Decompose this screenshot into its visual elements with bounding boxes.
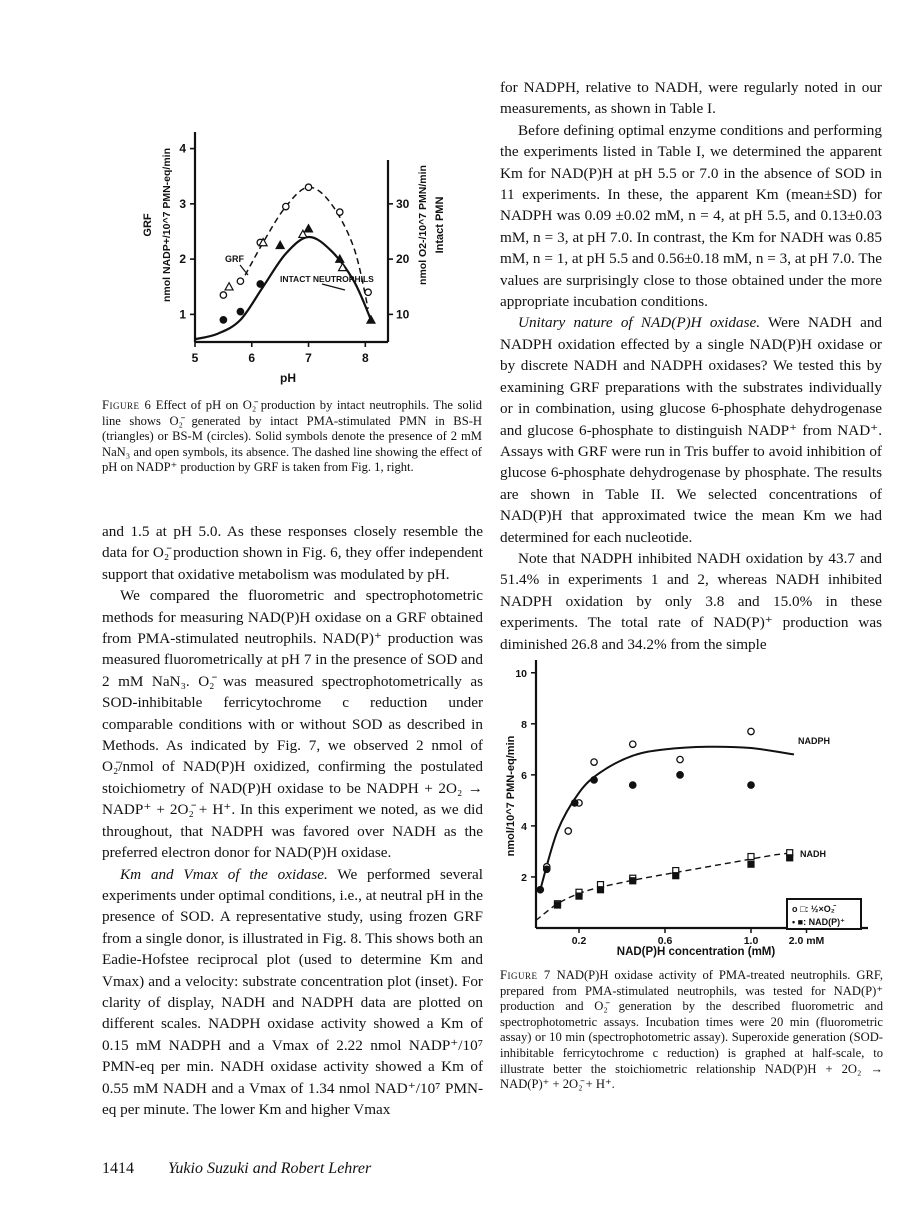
fig6-y-right-tick-label: 20: [396, 252, 410, 267]
fig7-x-tick-label: 1.0: [743, 935, 759, 947]
fig7-point-filled-square: [630, 878, 636, 884]
fig7-legend: [787, 899, 861, 929]
fig7-line-nadph: [540, 747, 794, 890]
fig7-series-label-nadh: NADH: [800, 849, 826, 859]
fig6-caption-label: Figure 6: [102, 398, 152, 412]
fig7-legend-item-o2: o □: ½×O₂̄: [792, 904, 835, 914]
fig6-y-left-tick-label: 2: [179, 252, 186, 267]
fig7-point-open-circle: [748, 728, 754, 734]
fig7-point-filled-square: [787, 855, 793, 861]
fig7-point-filled-circle: [677, 772, 683, 778]
page-number: 1414: [102, 1160, 134, 1177]
fig6-line-neutrophils: [195, 237, 371, 339]
right-paragraph-2: Before defining optimal enzyme conditions and performing the experiments listed in Table I, we determined the apparent Km for NAD(P)H at pH 5.5 or 7.0 in the absence of SOD in 11 experiments. In these, the apparent Km (mean±SD) for NADPH was 0.09 ±0.02 mM, n = 4, at pH 5.5, and 0.13±0.03 mM, n = 3, at pH 7.0. In contrast, the Km for NADH was 0.85 mM, n = 1, at pH 5.5 and 0.56±0.18 mM, n = 3, at pH 7.0. The values are surprisingly close to those obtained under the more appropriate incubation conditions.: [500, 121, 882, 311]
fig7-point-filled-circle: [591, 777, 597, 783]
fig6-ylabel-right-group: Intact PMN: [434, 196, 446, 254]
fig6-point-filled-circle: [237, 308, 243, 314]
fig7-point-filled-square: [576, 893, 582, 899]
page-footer: [102, 1160, 371, 1178]
fig7-point-filled-square: [555, 902, 561, 908]
fig6-point-open-circle: [283, 203, 289, 209]
fig7-y-tick-label: 8: [521, 718, 527, 731]
fig6-point-filled-triangle: [276, 241, 284, 248]
right-paragraph-1: for NADPH, relative to NADH, were regularly noted in our measurements, as shown in Table I.: [500, 79, 882, 118]
fig6-x-tick-label: 8: [361, 351, 369, 365]
fig7-x-tick-label: 0.6: [657, 935, 673, 947]
fig6-annotation-neutrophils: INTACT NEUTROPHILS: [280, 274, 374, 284]
fig6-point-open-circle: [237, 278, 243, 284]
fig6-x-tick-label: 5: [191, 351, 199, 365]
fig7-point-filled-circle: [630, 782, 636, 788]
right-paragraph-3: [500, 312, 882, 547]
fig6-point-open-circle: [220, 292, 226, 298]
fig7-point-filled-circle: [537, 887, 543, 893]
fig7-legend-item-nadp: • ■: NAD(P)⁺: [792, 917, 845, 927]
fig7-point-filled-circle: [748, 782, 754, 788]
fig7-point-open-square: [748, 854, 754, 860]
fig6-point-filled-triangle: [305, 225, 313, 232]
fig7-point-open-circle: [677, 756, 683, 762]
figure-6-chart: [140, 110, 470, 390]
fig7-point-filled-square: [598, 887, 604, 893]
fig7-point-open-circle: [591, 759, 597, 765]
figure-7-chart: [500, 650, 885, 960]
fig6-y-right-tick-label: 10: [396, 307, 410, 322]
fig6-ylabel-left: nmol NADP+/10^7 PMN-eq/min: [161, 147, 173, 303]
fig7-point-open-circle: [630, 741, 636, 747]
running-authors: Yukio Suzuki and Robert Lehrer: [168, 1160, 372, 1177]
fig7-line-nadh: [536, 853, 794, 921]
fig6-caption-text: Effect of pH on O₂̄ production by intact neutrophils. The solid line shows O₂̄ generated by intact PMA-stimulated PMN in BS-H (triangles) or BS-M (circles). Solid symbols denote the presence of 2 mM NaN₃ and open symbols, its absence. The dashed line showing the effect of pH on NADP⁺ production by GRF is taken from Fig. 1, right.: [102, 398, 482, 475]
fig6-point-open-circle: [305, 184, 311, 190]
fig6-point-open-triangle: [225, 283, 233, 290]
fig7-point-open-circle: [565, 828, 571, 834]
fig7-xlabel: NAD(P)H concentration (mM): [616, 946, 776, 958]
left-paragraph-3-heading: Km and Vmax of the oxidase.: [120, 865, 328, 883]
right-paragraph-3-body: Were NADH and NADPH oxidation effected by a single NAD(P)H oxidase or by discrete NADH and NADPH oxidases? We tested this by examining GRF preparations with the substrates individually or in combination, using glucose 6-phosphate dehydrogenase and glucose 6-phosphate to distinguish NADP⁺ from NAD⁺. Assays with GRF were run in Tris buffer to avoid inhibition of glucose 6-phosphate dehydrogenase by phosphate. The results are shown in Table II. We selected concentrations of NAD(P)H that approximated twice the mean Km we had determined for each nucleotide.: [500, 314, 883, 546]
fig6-y-left-tick-label: 3: [179, 196, 186, 211]
fig7-y-tick-label: 2: [521, 871, 527, 884]
fig6-ylabel-left-group: GRF: [142, 213, 154, 237]
fig6-annotation-grf-arrow: [240, 265, 248, 275]
fig6-point-open-circle: [337, 209, 343, 215]
fig6-xlabel: pH: [280, 371, 296, 385]
fig7-y-tick-label: 4: [521, 820, 527, 833]
left-column: [102, 521, 483, 1120]
fig6-annotation-grf: GRF: [225, 254, 244, 264]
fig6-y-left-tick-label: 1: [179, 307, 186, 322]
fig6-ylabel-right: nmol O2-/10^7 PMN/min: [417, 165, 429, 285]
right-column: [500, 77, 882, 655]
fig7-y-tick-label: 10: [515, 667, 527, 680]
fig7-point-filled-square: [673, 873, 679, 879]
left-paragraph-3: [102, 864, 483, 1121]
fig7-x-tick-label: 2.0 mM: [788, 935, 825, 947]
left-paragraph-2: We compared the fluorometric and spectrophotometric methods for measuring NAD(P)H oxidase on a GRF obtained from PMA-stimulated neutrophils. NAD(P)⁺ production was measured fluorometrically at pH 7 in the presence of SOD and 2 mM NaN₃. O₂̄ was measured spectrophotometrically as SOD-inhibitable ferricytochrome c reduction under comparable conditions with or without SOD as described in Methods. As indicated by Fig. 7, we observed 2 nmol of O₂̄/nmol of NAD(P)H oxidized, confirming the postulated stoichiometry of NAD(P)H oxidase to be NADPH + 2O₂ → NADP⁺ + 2O₂̄ + H⁺. In this experiment we noted, as we did throughout, that NADPH was favored over NADH as the preferred electron donor for NAD(P)H oxidase.: [102, 587, 483, 862]
fig6-point-filled-circle: [220, 317, 226, 323]
fig6-point-filled-circle: [257, 281, 263, 287]
figure-6: [140, 110, 470, 390]
fig7-ylabel: nmol/10^7 PMN-eq/min: [505, 735, 517, 857]
left-paragraph-1: and 1.5 at pH 5.0. As these responses closely resemble the data for O₂̄ production shown in Fig. 6, they offer independent support that oxidative metabolism was modulated by pH.: [102, 523, 483, 583]
fig7-caption-text: NAD(P)H oxidase activity of PMA-treated neutrophils. GRF, prepared from PMA-stimulated neutrophils, was tested for NAD(P)⁺ production and O₂̄ generation by the described fluorometric and spectrophotometric assays. Incubation times were 20 min (fluorometric assay) or 10 min (spectrophotometric assay). Superoxide generation (SOD-inhibitable ferricytochrome c reduction) is graphed at half-scale, to illustrate better the stoichiometric relationship NAD(P)H + 2O₂ → NAD(P)⁺ + 2O₂̄ + H⁺.: [500, 968, 883, 1092]
figure-7-caption: [500, 968, 883, 1093]
fig7-point-filled-circle: [572, 800, 578, 806]
fig6-x-tick-label: 6: [248, 351, 256, 365]
figure-6-caption: [102, 398, 482, 476]
fig6-x-tick-label: 7: [305, 351, 312, 365]
fig7-y-tick-label: 6: [521, 769, 527, 782]
fig6-y-left-tick-label: 4: [179, 141, 186, 156]
right-paragraph-3-heading: Unitary nature of NAD(P)H oxidase.: [518, 314, 761, 332]
fig6-point-open-circle: [365, 289, 371, 295]
fig6-y-right-tick-label: 30: [396, 196, 410, 211]
figure-7: [500, 650, 885, 960]
fig7-x-tick-label: 0.2: [571, 935, 587, 947]
fig6-annotation-neutrophils-arrow: [322, 284, 345, 290]
fig6-point-filled-triangle: [367, 316, 375, 323]
fig7-caption-label: Figure 7: [500, 968, 551, 982]
fig7-point-filled-square: [748, 861, 754, 867]
left-paragraph-3-body: We performed several experiments under optimal conditions, i.e., at neutral pH in the presence of SOD. A representative study, using frozen GRF from a single donor, is illustrated in Fig. 8. This shows both an Eadie-Hofstee reciprocal plot (used to determine Km and Vmax) and a velocity: substrate concentration plot (inset). For clarity of display, NADH and NADPH data are plotted on different scales. NADPH oxidase activity showed a Km of 0.15 mM NADPH and a Vmax of 2.22 nmol NADP⁺/10⁷ PMN-eq per min. NADH oxidase activity showed a Km of 0.55 mM NADH and a Vmax of 1.34 nmol NAD⁺/10⁷ PMN-eq per minute. The lower Km and higher Vmax: [102, 865, 483, 1118]
fig7-point-filled-circle: [544, 866, 550, 872]
right-paragraph-4: Note that NADPH inhibited NADH oxidation by 43.7 and 51.4% in experiments 1 and 2, whereas NADH inhibited NADPH oxidation by only 3.8 and 15.0% in these experiments. The total rate of NAD(P)⁺ production was diminished 26.8 and 34.2% from the simple: [500, 549, 882, 653]
fig7-series-label-nadph: NADPH: [798, 736, 831, 746]
